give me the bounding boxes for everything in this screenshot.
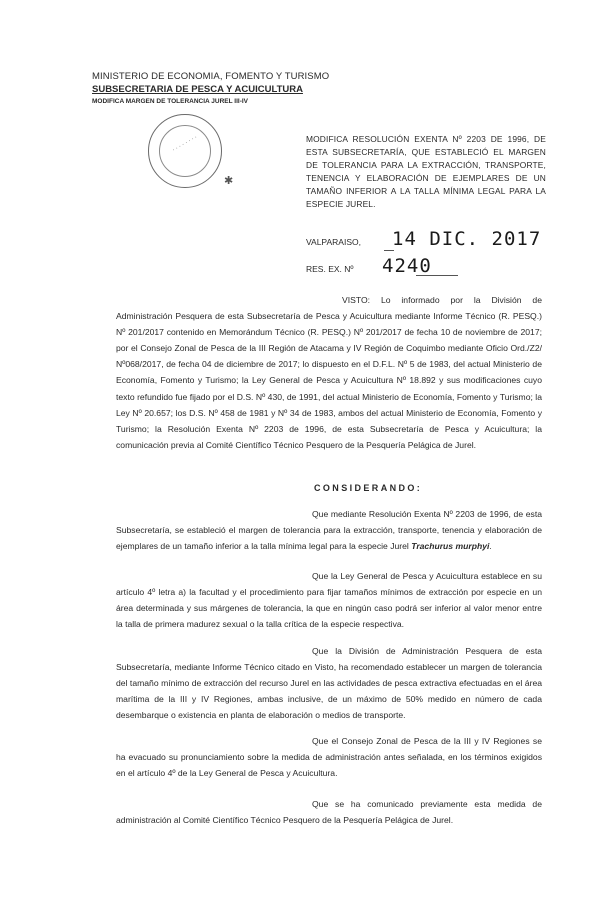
considerando-1-end: . xyxy=(489,541,492,552)
resolution-label: RES. EX. Nº xyxy=(306,264,354,274)
seal-star-icon: ✱ xyxy=(224,175,234,187)
considerando-4-text: Que el Consejo Zonal de Pesca de la III y IV Regiones se ha evacuado su pronunciamiento sobre la medida de administración antes señalada, en los términos exigidos en el artículo 4º de la Ley General de Pesca y Acuicultura. xyxy=(116,736,542,779)
considerando-5 xyxy=(116,796,542,828)
considerando-1 xyxy=(116,506,542,554)
considerando-5-text: Que se ha comunicado previamente esta medida de administración al Comité Científico Técnico Pesquero de la Pesquería Pelágica de Jurel. xyxy=(116,799,542,826)
species-name: Trachurus murphyi xyxy=(411,541,490,552)
place-label: VALPARAISO, xyxy=(306,237,361,247)
handwritten-date: 14 DIC. 2017 xyxy=(392,228,542,250)
number-underline xyxy=(416,275,458,276)
considerando-3 xyxy=(116,643,542,723)
resolution-summary: MODIFICA RESOLUCIÓN EXENTA Nº 2203 DE 1996, DE ESTA SUBSECRETARÍA, QUE ESTABLECIÓ EL MARGEN DE TOLERANCIA PARA LA EXTRACCIÓN, TRANSPORTE, TENENCIA Y ELABORACIÓN DE EJEMPLARES DE UN TAMAÑO INFERIOR A LA TALLA MÍNIMA LEGAL PARA LA ESPECIE JUREL. xyxy=(306,134,546,209)
considerando-2 xyxy=(116,568,542,632)
considerando-1-text: Que mediante Resolución Exenta Nº 2203 de 1996, de esta Subsecretaría, se estableció el margen de tolerancia para la extracción, transporte, tenencia y elaboración de ejemplares de un tamaño inferior a la talla mínima legal para la especie Jurel xyxy=(116,509,542,552)
considerando-3-text: Que la División de Administración Pesquera de esta Subsecretaría, mediante Informe Técnico citado en Visto, ha recomendado establecer un margen de tolerancia del tamaño mínimo de extracción del recurso Jurel en las actividades de pesca extractiva efectuadas en el área marítima de la III y IV Regiones, ambas inclusive, de un máximo de 50% medido en número de cada desembarque o existencia en planta de elaboración o medios de transporte. xyxy=(116,646,542,721)
considerando-2-text: Que la Ley General de Pesca y Acuicultura establece en su artículo 4º letra a) la facultad y el procedimiento para fijar tamaños mínimos de extracción por especie en un área determinada y sus márgenes de tolerancia, la que en ningún caso podrá ser inferior al valor menor entre la talla de primera madurez sexual o la talla crítica de la especie respectiva. xyxy=(116,571,542,630)
subsecretaria-name: SUBSECRETARIA DE PESCA Y ACUICULTURA xyxy=(92,84,303,95)
seal-text: · · · · · · · · xyxy=(171,134,199,154)
considerando-4 xyxy=(116,733,542,781)
official-seal-stamp xyxy=(148,114,222,188)
document-reference: MODIFICA MARGEN DE TOLERANCIA JUREL III-IV xyxy=(92,98,249,105)
signature-tick xyxy=(384,250,394,251)
handwritten-resolution-number: 4240 xyxy=(382,255,432,277)
visto-label: VISTO: xyxy=(342,295,371,305)
considerando-heading: CONSIDERANDO: xyxy=(314,483,423,493)
ministry-name: MINISTERIO DE ECONOMIA, FOMENTO Y TURISMO xyxy=(92,71,330,82)
visto-paragraph xyxy=(116,292,542,453)
visto-text: Lo informado por la División de Administración Pesquera de esta Subsecretaría de Pesca y Acuicultura mediante Informe Técnico (R. PESQ.) Nº 201/2017 contenido en Memorándum Técnico (R. PESQ.) Nº 201/2017 de fecha 10 de noviembre de 2017; por el Consejo Zonal de Pesca de la III Región de Atacama y IV Región de Coquimbo mediante Oficio Ord./Z2/ Nº068/2017, de fecha 04 de diciembre de 2017; lo dispuesto en el D.F.L. Nº 5 de 1983, del actual Ministerio de Economía, Fomento y Turismo; la Ley General de Pesca y Acuicultura Nº 18.892 y sus modificaciones cuyo texto refundido fue fijado por el D.S. Nº 430, de 1991, del actual Ministerio de Economía, Fomento y Turismo; la Ley Nº 20.657; los D.S. Nº 458 de 1981 y Nº 34 de 1983, ambos del actual Ministerio de Economía, Fomento y Turismo; la Resolución Exenta Nº 2203 de 1996, de esta Subsecretaría de Pesca y Acuicultura; la comunicación previa al Comité Científico Técnico Pesquero de la Pesquería Pelágica de Jurel. xyxy=(116,295,542,450)
